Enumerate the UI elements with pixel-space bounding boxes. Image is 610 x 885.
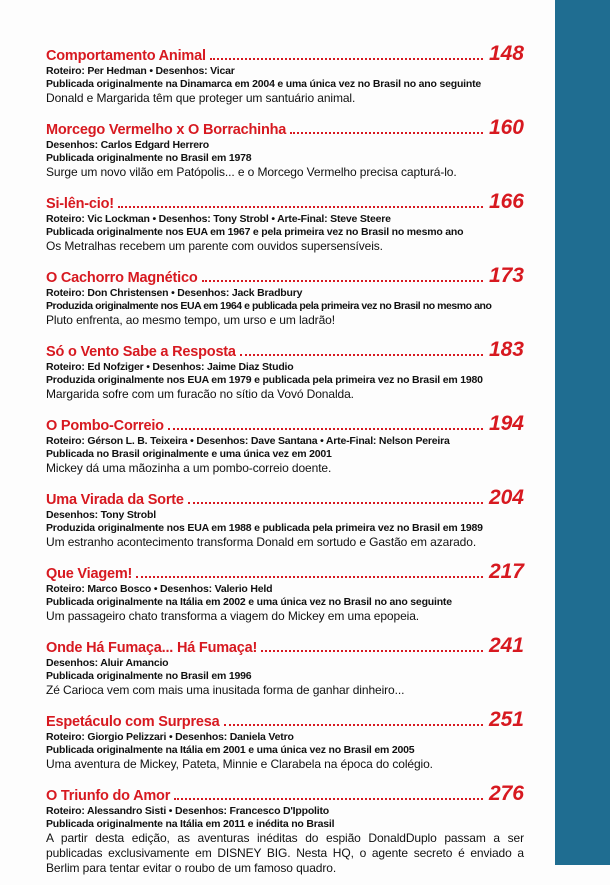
page-number: 251 [488, 708, 524, 731]
leader-dots [210, 57, 483, 60]
page-number: 204 [488, 486, 524, 509]
entry-credits: Roteiro: Giorgio Pelizzari • Desenhos: Daniela Vetro [46, 731, 294, 743]
sidebar-bar [555, 0, 610, 865]
toc-entry-1 [46, 41, 524, 106]
entry-credits: Roteiro: Gérson L. B. Teixeira • Desenhos: Dave Santana • Arte-Final: Nelson Pereira [46, 435, 450, 447]
leader-dots [290, 131, 483, 134]
entry-title: Que Viagem! [46, 566, 133, 582]
toc-entry-2 [46, 115, 524, 180]
entry-title: Onde Há Fumaça... Há Fumaça! [46, 640, 258, 656]
entry-publication: Publicada originalmente no Brasil em 1996 [46, 670, 252, 682]
entry-publication: Publicada originalmente nos EUA em 1967 e pela primeira vez no Brasil no mesmo ano [46, 226, 464, 238]
leader-dots [174, 797, 483, 800]
table-of-contents [46, 41, 524, 885]
toc-entry-3 [46, 189, 524, 254]
entry-credits: Roteiro: Vic Lockman • Desenhos: Tony Strobl • Arte-Final: Steve Steere [46, 213, 391, 225]
leader-dots [188, 501, 483, 504]
toc-entry-5 [46, 337, 524, 402]
leader-dots [240, 353, 483, 356]
page-number: 173 [488, 264, 524, 287]
entry-title: O Triunfo do Amor [46, 788, 171, 804]
entry-description: Surge um novo vilão em Patópolis... e o Morcego Vermelho precisa capturá-lo. [46, 165, 457, 179]
leader-dots [261, 649, 483, 652]
entry-publication: Publicada originalmente na Itália em 2002 e uma única vez no Brasil no ano seguinte [46, 596, 452, 608]
toc-entry-7 [46, 485, 524, 550]
entry-description: Donald e Margarida têm que proteger um santuário animal. [46, 91, 356, 105]
page-number: 183 [488, 338, 524, 361]
toc-entry-6 [46, 411, 524, 476]
entry-publication: Publicada originalmente na Itália em 2011 e inédita no Brasil [46, 818, 335, 830]
entry-title: Morcego Vermelho x O Borrachinha [46, 122, 287, 138]
entry-description: Margarida sofre com um furacão no sítio da Vovó Donalda. [46, 387, 354, 401]
entry-description: Pluto enfrenta, ao mesmo tempo, um urso e um ladrão! [46, 313, 335, 327]
page-number: 160 [488, 116, 524, 139]
toc-entry-10 [46, 707, 524, 772]
entry-title: Só o Vento Sabe a Resposta [46, 344, 236, 360]
entry-title: O Cachorro Magnético [46, 270, 198, 286]
entry-credits: Roteiro: Ed Nofziger • Desenhos: Jaime Diaz Studio [46, 361, 294, 373]
entry-credits: Roteiro: Per Hedman • Desenhos: Vicar [46, 65, 235, 77]
toc-entry-11 [46, 781, 524, 876]
entry-publication: Produzida originalmente nos EUA em 1979 e publicada pela primeira vez no Brasil em 1980 [46, 374, 483, 386]
toc-entry-8 [46, 559, 524, 624]
leader-dots [224, 723, 483, 726]
entry-credits: Roteiro: Marco Bosco • Desenhos: Valerio Held [46, 583, 273, 595]
entry-publication: Publicada originalmente na Itália em 2001 e uma única vez no Brasil em 2005 [46, 744, 415, 756]
entry-description: Uma aventura de Mickey, Pateta, Minnie e Clarabela na época do colégio. [46, 757, 433, 771]
leader-dots [118, 205, 483, 208]
leader-dots [202, 279, 483, 282]
entry-credits: Desenhos: Aluir Amancio [46, 657, 169, 669]
entry-credits: Desenhos: Tony Strobl [46, 509, 156, 521]
entry-publication: Produzida originalmente nos EUA em 1964 e publicada pela primeira vez no Brasil no mesmo ano [46, 300, 492, 312]
page-number: 241 [488, 634, 524, 657]
entry-title: Comportamento Animal [46, 48, 206, 64]
entry-title: Uma Virada da Sorte [46, 492, 184, 508]
leader-dots [136, 575, 483, 578]
entry-title: Si-lên-cio! [46, 196, 114, 212]
page-number: 217 [488, 560, 524, 583]
entry-description: Os Metralhas recebem um parente com ouvidos supersensíveis. [46, 239, 383, 253]
entry-credits: Desenhos: Carlos Edgard Herrero [46, 139, 210, 151]
toc-entry-9 [46, 633, 524, 698]
entry-title: Espetáculo com Surpresa [46, 714, 220, 730]
entry-title: O Pombo-Correio [46, 418, 164, 434]
page-number: 166 [488, 190, 524, 213]
entry-credits: Roteiro: Alessandro Sisti • Desenhos: Francesco D'Ippolito [46, 805, 329, 817]
toc-entry-4 [46, 263, 524, 328]
entry-description: Mickey dá uma mãozinha a um pombo-correio doente. [46, 461, 332, 475]
entry-publication: Publicada originalmente no Brasil em 1978 [46, 152, 252, 164]
leader-dots [168, 427, 483, 430]
page-number: 148 [488, 42, 524, 65]
entry-description: Um passageiro chato transforma a viagem do Mickey em uma epopeia. [46, 609, 420, 623]
entry-description: A partir desta edição, as aventuras inéditas do espião DonaldDuplo passam a ser publicadas exclusivamente em DISNEY BIG. Nesta HQ, o agente secreto é enviado a Berlim para tentar evitar o roubo de um famoso quadro. [46, 831, 524, 875]
entry-publication: Publicada originalmente na Dinamarca em 2004 e uma única vez no Brasil no ano seguinte [46, 78, 482, 90]
page-number: 194 [488, 412, 524, 435]
entry-publication: Publicada no Brasil originalmente e uma única vez em 2001 [46, 448, 332, 460]
entry-credits: Roteiro: Don Christensen • Desenhos: Jack Bradbury [46, 287, 303, 299]
page-number: 276 [488, 782, 524, 805]
entry-description: Zé Carioca vem com mais uma inusitada forma de ganhar dinheiro... [46, 683, 405, 697]
entry-description: Um estranho acontecimento transforma Donald em sortudo e Gastão em azarado. [46, 535, 477, 549]
entry-publication: Produzida originalmente nos EUA em 1988 e publicada pela primeira vez no Brasil em 1989 [46, 522, 483, 534]
